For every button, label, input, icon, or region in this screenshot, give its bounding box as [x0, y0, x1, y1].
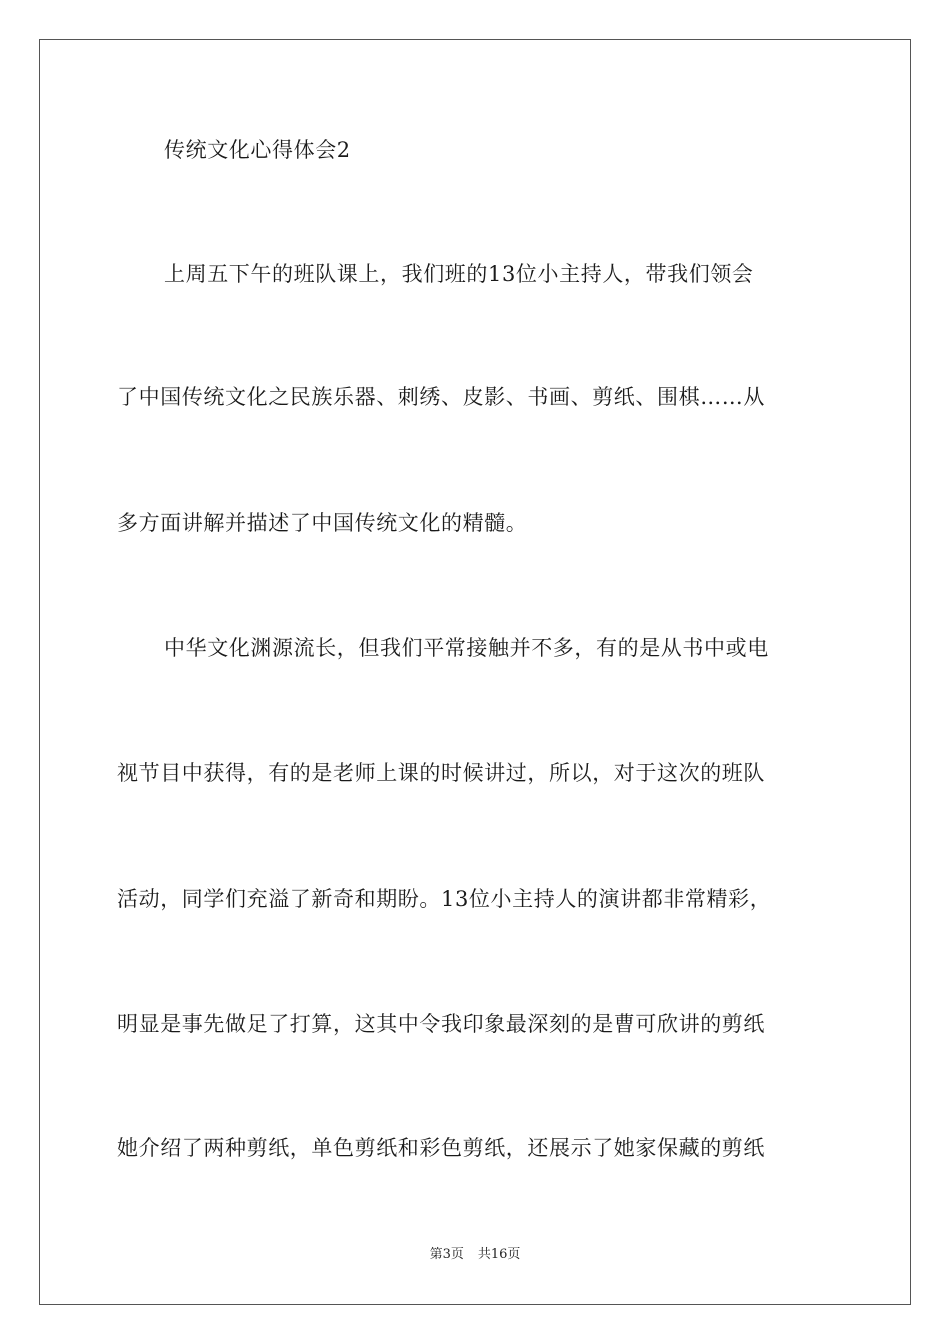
paragraph-line: 中华文化渊源流长，但我们平常接触并不多，有的是从书中或电 — [164, 636, 769, 660]
document-title: 传统文化心得体会2 — [164, 138, 351, 162]
page-border — [39, 39, 911, 1305]
page-footer — [0, 1246, 950, 1264]
paragraph-line: 多方面讲解并描述了中国传统文化的精髓。 — [117, 511, 528, 535]
paragraph-line: 明显是事先做足了打算，这其中令我印象最深刻的是曹可欣讲的剪纸 — [117, 1012, 765, 1036]
paragraph-line: 她介绍了两种剪纸，单色剪纸和彩色剪纸，还展示了她家保藏的剪纸 — [117, 1136, 765, 1160]
page-number: 第3页 — [429, 1247, 464, 1262]
paragraph-line: 视节目中获得，有的是老师上课的时候讲过，所以，对于这次的班队 — [117, 761, 765, 785]
paragraph-line: 了中国传统文化之民族乐器、刺绣、皮影、书画、剪纸、围棋……从 — [117, 385, 765, 409]
page-total: 共16页 — [477, 1247, 521, 1262]
paragraph-line: 活动，同学们充溢了新奇和期盼。13位小主持人的演讲都非常精彩， — [117, 887, 772, 911]
paragraph-line: 上周五下午的班队课上，我们班的13位小主持人，带我们领会 — [164, 262, 754, 286]
